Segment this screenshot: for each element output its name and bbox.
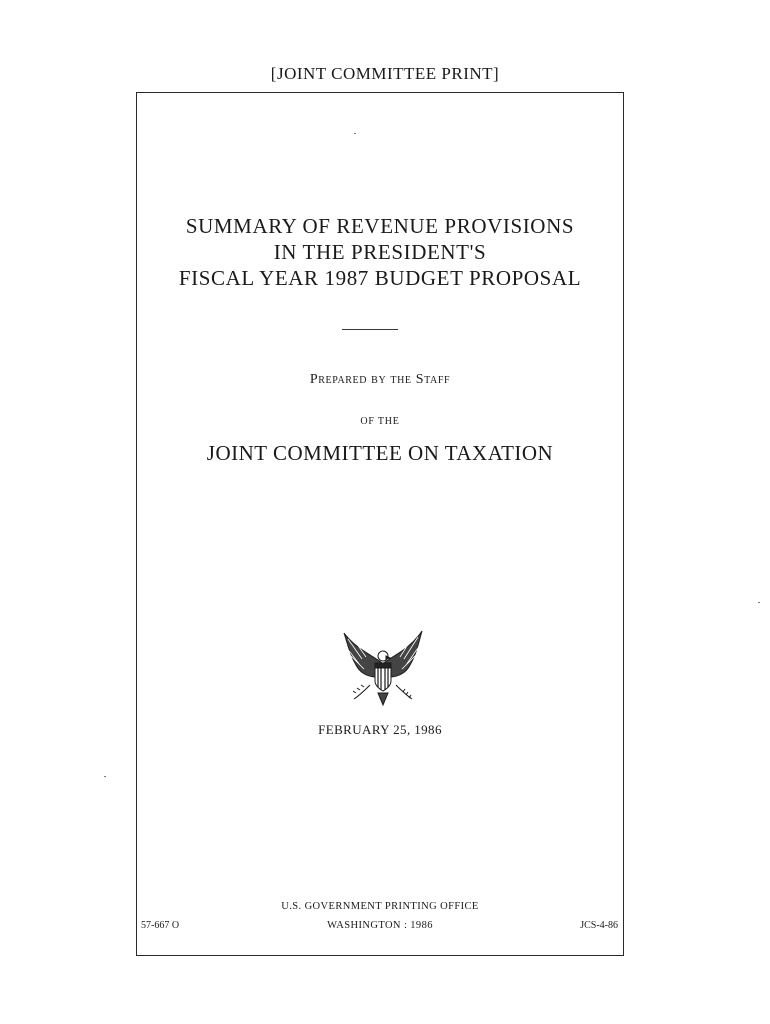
scan-speck (758, 602, 760, 603)
printing-office: U.S. GOVERNMENT PRINTING OFFICE (281, 901, 479, 912)
printing-place-year: WASHINGTON : 1986 (327, 920, 433, 931)
print-code-left: 57-667 O (141, 920, 180, 931)
of-the-line: OF THE (360, 416, 400, 427)
joint-committee-print-label: [JOINT COMMITTEE PRINT] (270, 64, 500, 83)
title-divider-rule (342, 329, 398, 330)
prepared-by-line: Prepared by the Staff (309, 372, 451, 387)
publication-date: FEBRUARY 25, 1986 (318, 722, 442, 737)
title-line-3: FISCAL YEAR 1987 BUDGET PROPOSAL (178, 266, 582, 290)
scan-speck (104, 776, 106, 777)
print-code-right: JCS-4-86 (580, 920, 618, 931)
title-line-1: SUMMARY OF REVENUE PROVISIONS (185, 214, 575, 238)
title-line-2: IN THE PRESIDENT'S (273, 240, 487, 264)
eagle-seal-icon (342, 629, 424, 707)
scan-speck (354, 133, 356, 134)
committee-name: JOINT COMMITTEE ON TAXATION (206, 441, 554, 465)
